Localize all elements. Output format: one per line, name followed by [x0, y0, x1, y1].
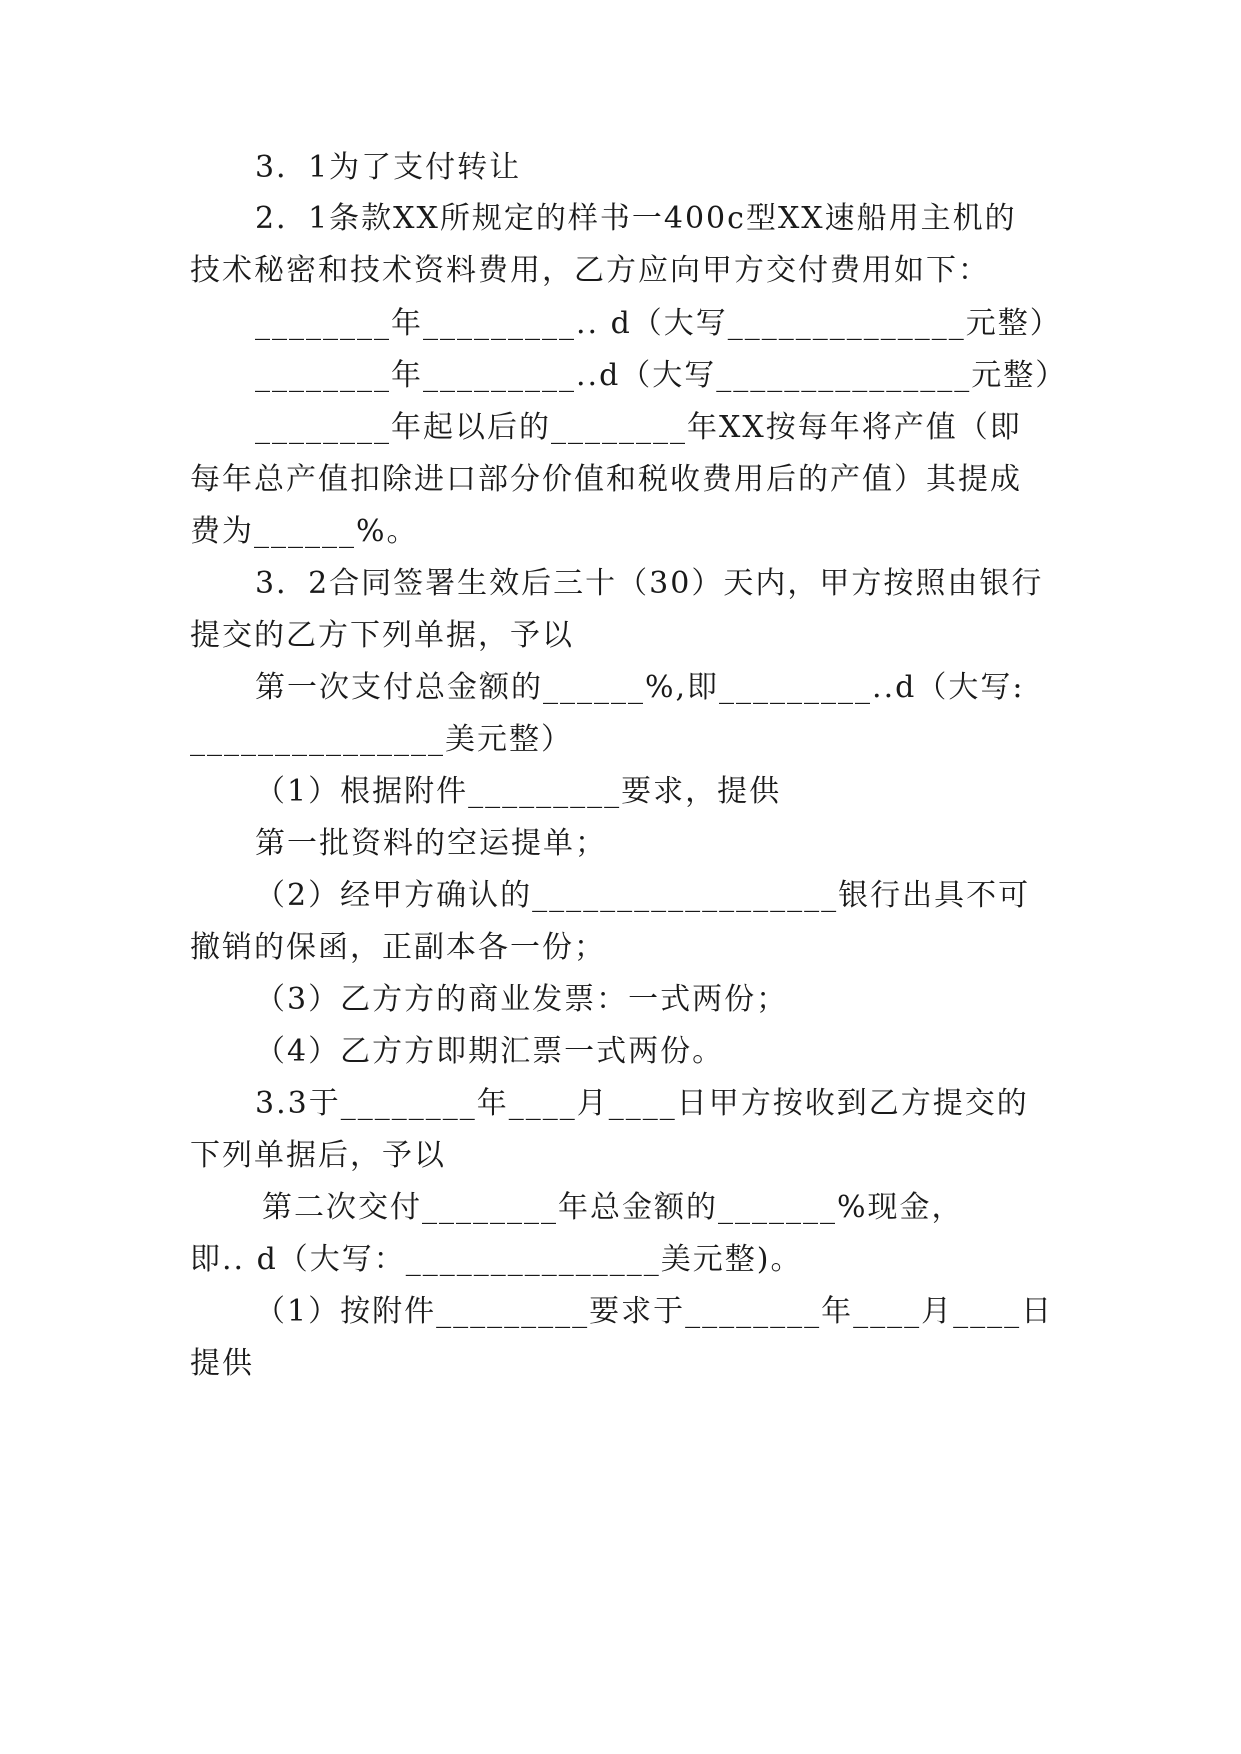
payment-line-3: ________年起以后的________年XX按每年将产值（即 — [255, 410, 1022, 445]
payment-line-1: ________年_________.. d（大写______________元整） — [255, 306, 1062, 341]
paragraph-line: 技术秘密和技术资料费用，乙方应向甲方交付费用如下： — [190, 253, 990, 288]
clause-3-1-heading: 3．1为了支付转让 — [255, 150, 522, 185]
paragraph-line: 即.. d（大写：_______________美元整)。 — [190, 1242, 803, 1277]
second-payment-line: 第二次交付________年总金额的_______%现金， — [262, 1190, 964, 1225]
paragraph-line: 费为______%。 — [190, 514, 419, 549]
payment-line-2: ________年_________..d（大写_______________元整） — [255, 358, 1068, 393]
list-item: （3）乙方方的商业发票：一式两份； — [255, 982, 789, 1017]
clause-2-1-line: 2．1条款XX所规定的样书一400c型XX速船用主机的 — [255, 201, 1017, 236]
paragraph-line: 提交的乙方下列单据，予以 — [190, 618, 574, 653]
paragraph-line: 提供 — [190, 1346, 254, 1381]
paragraph-line: _______________美元整） — [190, 722, 573, 757]
list-item: （2）经甲方确认的__________________银行出具不可 — [255, 878, 1031, 913]
clause-3-2-heading: 3．2合同签署生效后三十（30）天内，甲方按照由银行 — [255, 566, 1044, 601]
first-payment-line: 第一次支付总金额的______%,即_________..d（大写: — [255, 670, 1025, 705]
list-item: （1）按附件_________要求于________年____月____日 — [255, 1294, 1054, 1329]
paragraph-line: 第一批资料的空运提单； — [255, 826, 607, 861]
clause-3-3-heading: 3.3于________年____月____日甲方按收到乙方提交的 — [255, 1086, 1029, 1121]
paragraph-line: 下列单据后，予以 — [190, 1138, 446, 1173]
paragraph-line: 撤销的保函，正副本各一份； — [190, 930, 606, 965]
list-item: （4）乙方方即期汇票一式两份。 — [255, 1034, 725, 1069]
paragraph-line: 每年总产值扣除进口部分价值和税收费用后的产值）其提成 — [190, 462, 1022, 497]
list-item: （1）根据附件_________要求，提供 — [255, 774, 782, 809]
